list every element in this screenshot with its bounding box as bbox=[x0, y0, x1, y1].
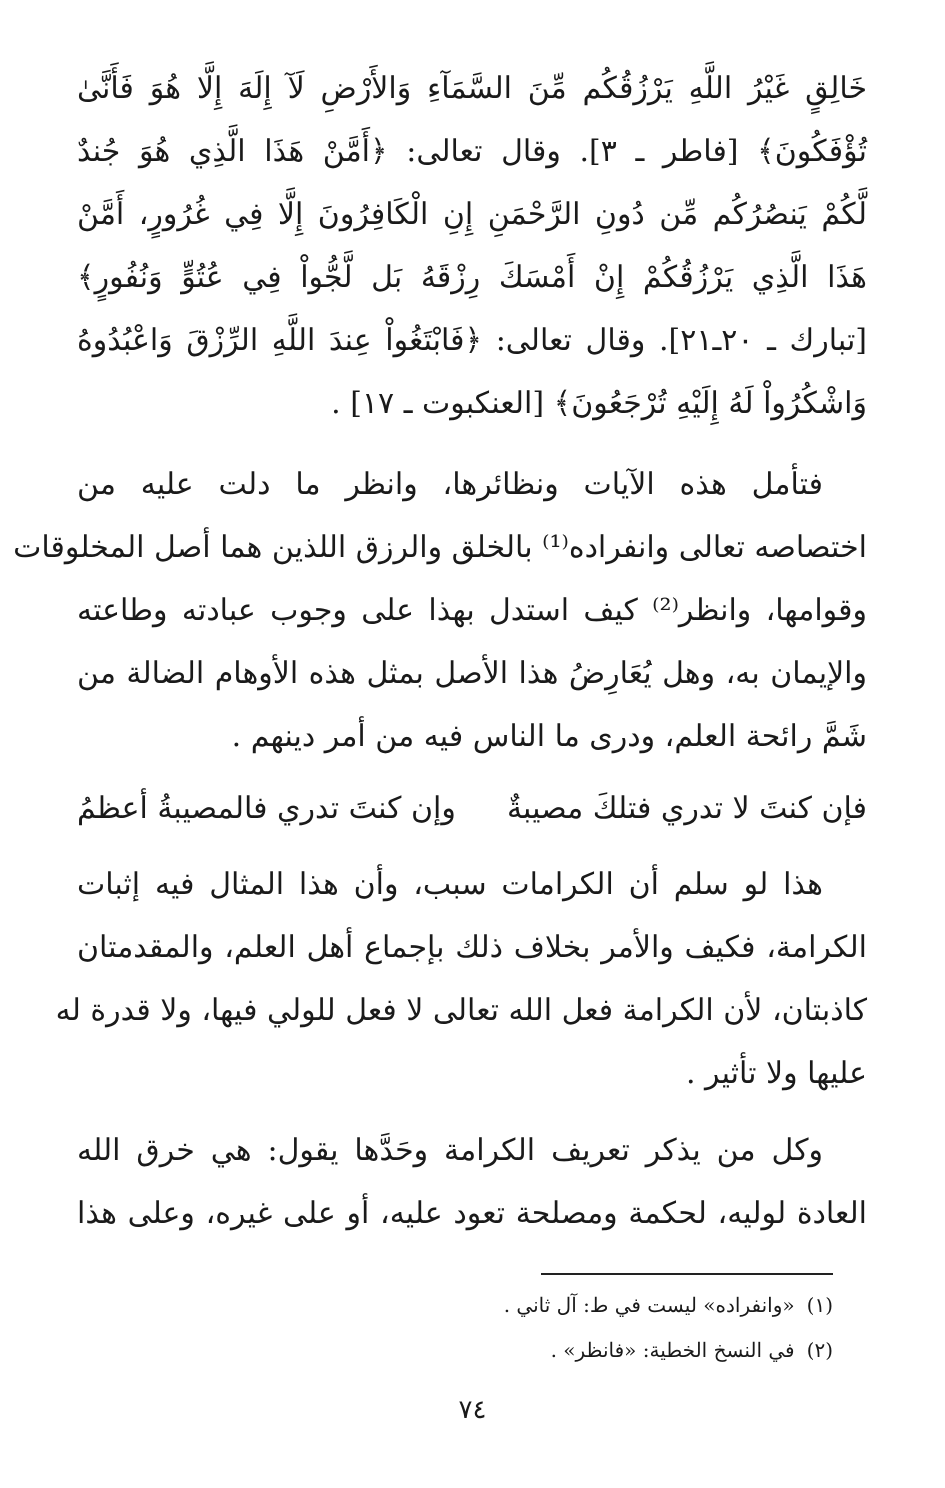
footnote-number: (٢) bbox=[806, 1338, 833, 1362]
poetry-verse bbox=[77, 782, 867, 836]
text-line: خَالِقٍ غَيْرُ اللَّهِ يَرْزُقُكُم مِّنَ السَّمَآءِ وَالأَرْضِ لَآ إِلَهَ إِلَّا هُوَ فَأَنَّىٰ bbox=[77, 71, 867, 106]
footnote-text: «وانفراده» ليست في ط: آل ثاني . bbox=[503, 1293, 795, 1317]
footnote bbox=[133, 1288, 833, 1322]
footnote bbox=[133, 1333, 833, 1367]
page-number: ٧٤ bbox=[458, 1395, 487, 1425]
text-line: فتأمل هذه الآيات ونظائرها، وانظر ما دلت عليه من bbox=[77, 467, 823, 502]
text-line: عليها ولا تأثير . bbox=[685, 1056, 867, 1091]
footnote-separator bbox=[541, 1273, 833, 1275]
text-line: لَّكُمْ يَنصُرُكُم مِّن دُونِ الرَّحْمَنِ إِنِ الْكَافِرُونَ إِلَّا فِي غُرُورٍ، أَمَّنْ bbox=[77, 197, 867, 232]
text-line: اختصاصه تعالى وانفراده⁽¹⁾ بالخلق والرزق اللذين هما أصل المخلوقات bbox=[13, 530, 867, 565]
text-line: كاذبتان، لأن الكرامة فعل الله تعالى لا فعل للولي فيها، ولا قدرة له bbox=[55, 993, 867, 1028]
text-line: والإيمان به، وهل يُعَارِضُ هذا الأصل بمثل هذه الأوهام الضالة من bbox=[77, 656, 867, 691]
text-line: وقوامها، وانظر⁽²⁾ كيف استدل بهذا على وجوب عبادته وطاعته bbox=[77, 593, 867, 628]
text-line: وكل من يذكر تعريف الكرامة وحَدَّها يقول: هي خرق الله bbox=[77, 1133, 823, 1168]
text-line: [تبارك ـ ٢٠ـ٢١]. وقال تعالى: ﴿فَابْتَغُواْ عِندَ اللَّهِ الرِّزْقَ وَاعْبُدُوهُ bbox=[77, 323, 868, 358]
text-line: هذا لو سلم أن الكرامات سبب، وأن هذا المثال فيه إثبات bbox=[77, 867, 823, 902]
text-line: الكرامة، فكيف والأمر بخلاف ذلك بإجماع أهل العلم، والمقدمتان bbox=[77, 930, 867, 965]
text-line: وَاشْكُرُواْ لَهُ إِلَيْهِ تُرْجَعُونَ﴾ [العنكبوت ـ ١٧] . bbox=[331, 386, 867, 421]
footnote-text: في النسخ الخطية: «فانظر» . bbox=[550, 1338, 795, 1362]
verse-second-hemistich: وإن كنتَ تدري فالمصيبةُ أعظمُ bbox=[77, 791, 456, 826]
text-line: شَمَّ رائحة العلم، ودرى ما الناس فيه من أمر دينهم . bbox=[231, 719, 867, 754]
text-line: تُؤْفَكُونَ﴾ [فاطر ـ ٣]. وقال تعالى: ﴿أَمَّنْ هَذَا الَّذِي هُوَ جُندٌ bbox=[77, 134, 867, 169]
text-line: هَذَا الَّذِي يَرْزُقُكُمْ إِنْ أَمْسَكَ رِزْقَهُ بَل لَّجُّواْ فِي عُتُوٍّ وَنُفُورٍ﴾ bbox=[77, 260, 867, 295]
footnote-number: (١) bbox=[806, 1293, 833, 1317]
verse-first-hemistich: فإن كنتَ لا تدري فتلكَ مصيبةٌ bbox=[506, 791, 867, 826]
text-line: العادة لوليه، لحكمة ومصلحة تعود عليه، أو على غيره، وعلى هذا bbox=[77, 1196, 867, 1231]
